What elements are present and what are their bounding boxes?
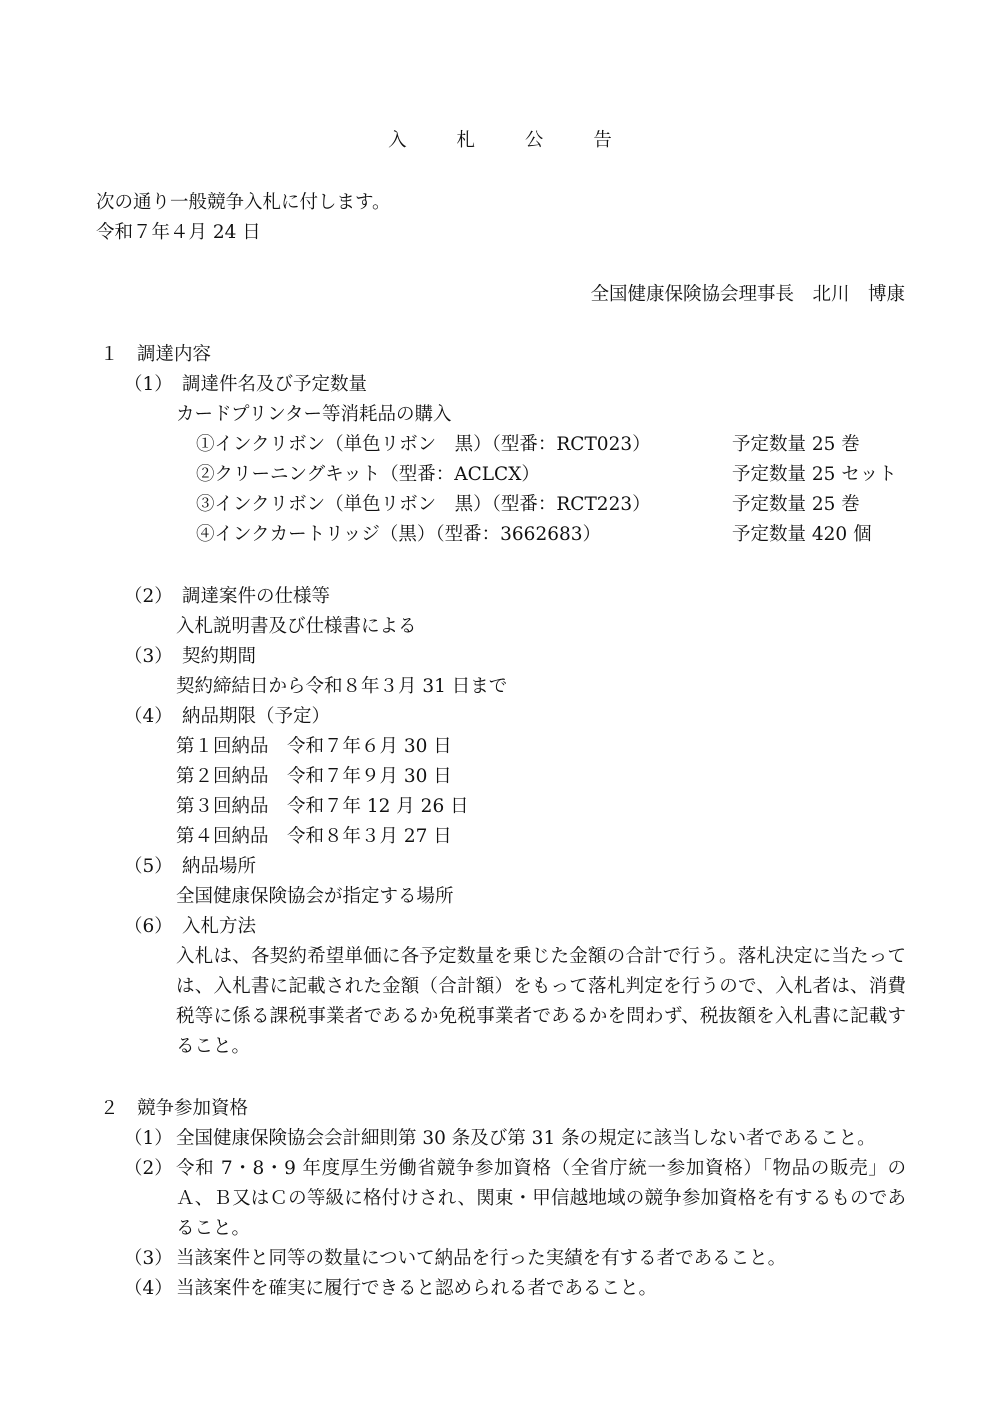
qualification-number: （4） [124, 1278, 173, 1299]
qualification-text: 当該案件と同等の数量について納品を行った実績を有する者であること。 [176, 1248, 787, 1269]
supply-item-qty: 予定数量 25 セット [732, 464, 897, 485]
delivery-place: 全国健康保険協会が指定する場所 [176, 886, 454, 907]
supply-item-label: ③インクリボン（単色リボン 黒）（型番：RCT223） [196, 494, 651, 515]
supply-item-qty: 予定数量 25 巻 [732, 434, 860, 455]
item5-heading: （5） 納品場所 [124, 856, 257, 877]
item2-text: 入札説明書及び仕様書による [176, 616, 417, 637]
supply-item-qty: 予定数量 420 個 [732, 524, 872, 545]
issuer-name: 全国健康保険協会理事長 北川 博康 [590, 284, 905, 305]
qualification-number: （1） [124, 1128, 173, 1149]
section1-heading: １ 調達内容 [100, 344, 212, 365]
supply-item-label: ②クリーニングキット（型番：ACLCX） [196, 464, 540, 485]
delivery-date: 第３回納品 令和７年 12 月 26 日 [176, 796, 469, 817]
delivery-date: 第２回納品 令和７年９月 30 日 [176, 766, 452, 787]
item3-heading: （3） 契約期間 [124, 646, 257, 667]
intro-text: 次の通り一般競争入札に付します。 [96, 192, 391, 213]
supply-item-qty: 予定数量 25 巻 [732, 494, 860, 515]
delivery-date: 第１回納品 令和７年６月 30 日 [176, 736, 452, 757]
item2-heading: （2） 調達案件の仕様等 [124, 586, 331, 607]
supply-item-label: ④インクカートリッジ（黒）（型番：3662683） [196, 524, 602, 545]
contract-period: 契約締結日から令和８年３月 31 日まで [176, 676, 508, 697]
qualification-text: 当該案件を確実に履行できると認められる者であること。 [176, 1278, 658, 1299]
delivery-date: 第４回納品 令和８年３月 27 日 [176, 826, 452, 847]
supply-item-label: ①インクリボン（単色リボン 黒）（型番：RCT023） [196, 434, 651, 455]
qualification-number: （2） [124, 1158, 173, 1179]
qualification-text: 全国健康保険協会会計細則第 30 条及び第 31 条の規定に該当しない者であること。 [176, 1128, 876, 1149]
section2-heading: ２ 競争参加資格 [100, 1098, 249, 1119]
qualification-text: 令和 7・8・9 年度厚生労働省競争参加資格（全省庁統一参加資格）「物品の販売」のＡ、Ｂ又はＣの等級に格付けされ、関東・甲信越地域の競争参加資格を有するものであること。 [176, 1158, 906, 1239]
item1-heading: （1） 調達件名及び予定数量 [124, 374, 368, 395]
qualification-number: （3） [124, 1248, 173, 1269]
procurement-name: カードプリンター等消耗品の購入 [176, 404, 452, 425]
item6-heading: （6） 入札方法 [124, 916, 257, 937]
bidding-method-text: 入札は、各契約希望単価に各予定数量を乗じた金額の合計で行う。落札決定に当たっては、入札書に記載された金額（合計額）をもって落札判定を行うので、入札者は、消費税等に係る課税事業者であるか免税事業者であるかを問わず、税抜額を入札書に記載すること。 [176, 946, 906, 1057]
issue-date: 令和７年４月 24 日 [96, 222, 261, 243]
page-title: 入 札 公 告 [388, 130, 634, 151]
item4-heading: （4） 納品期限（予定） [124, 706, 331, 727]
